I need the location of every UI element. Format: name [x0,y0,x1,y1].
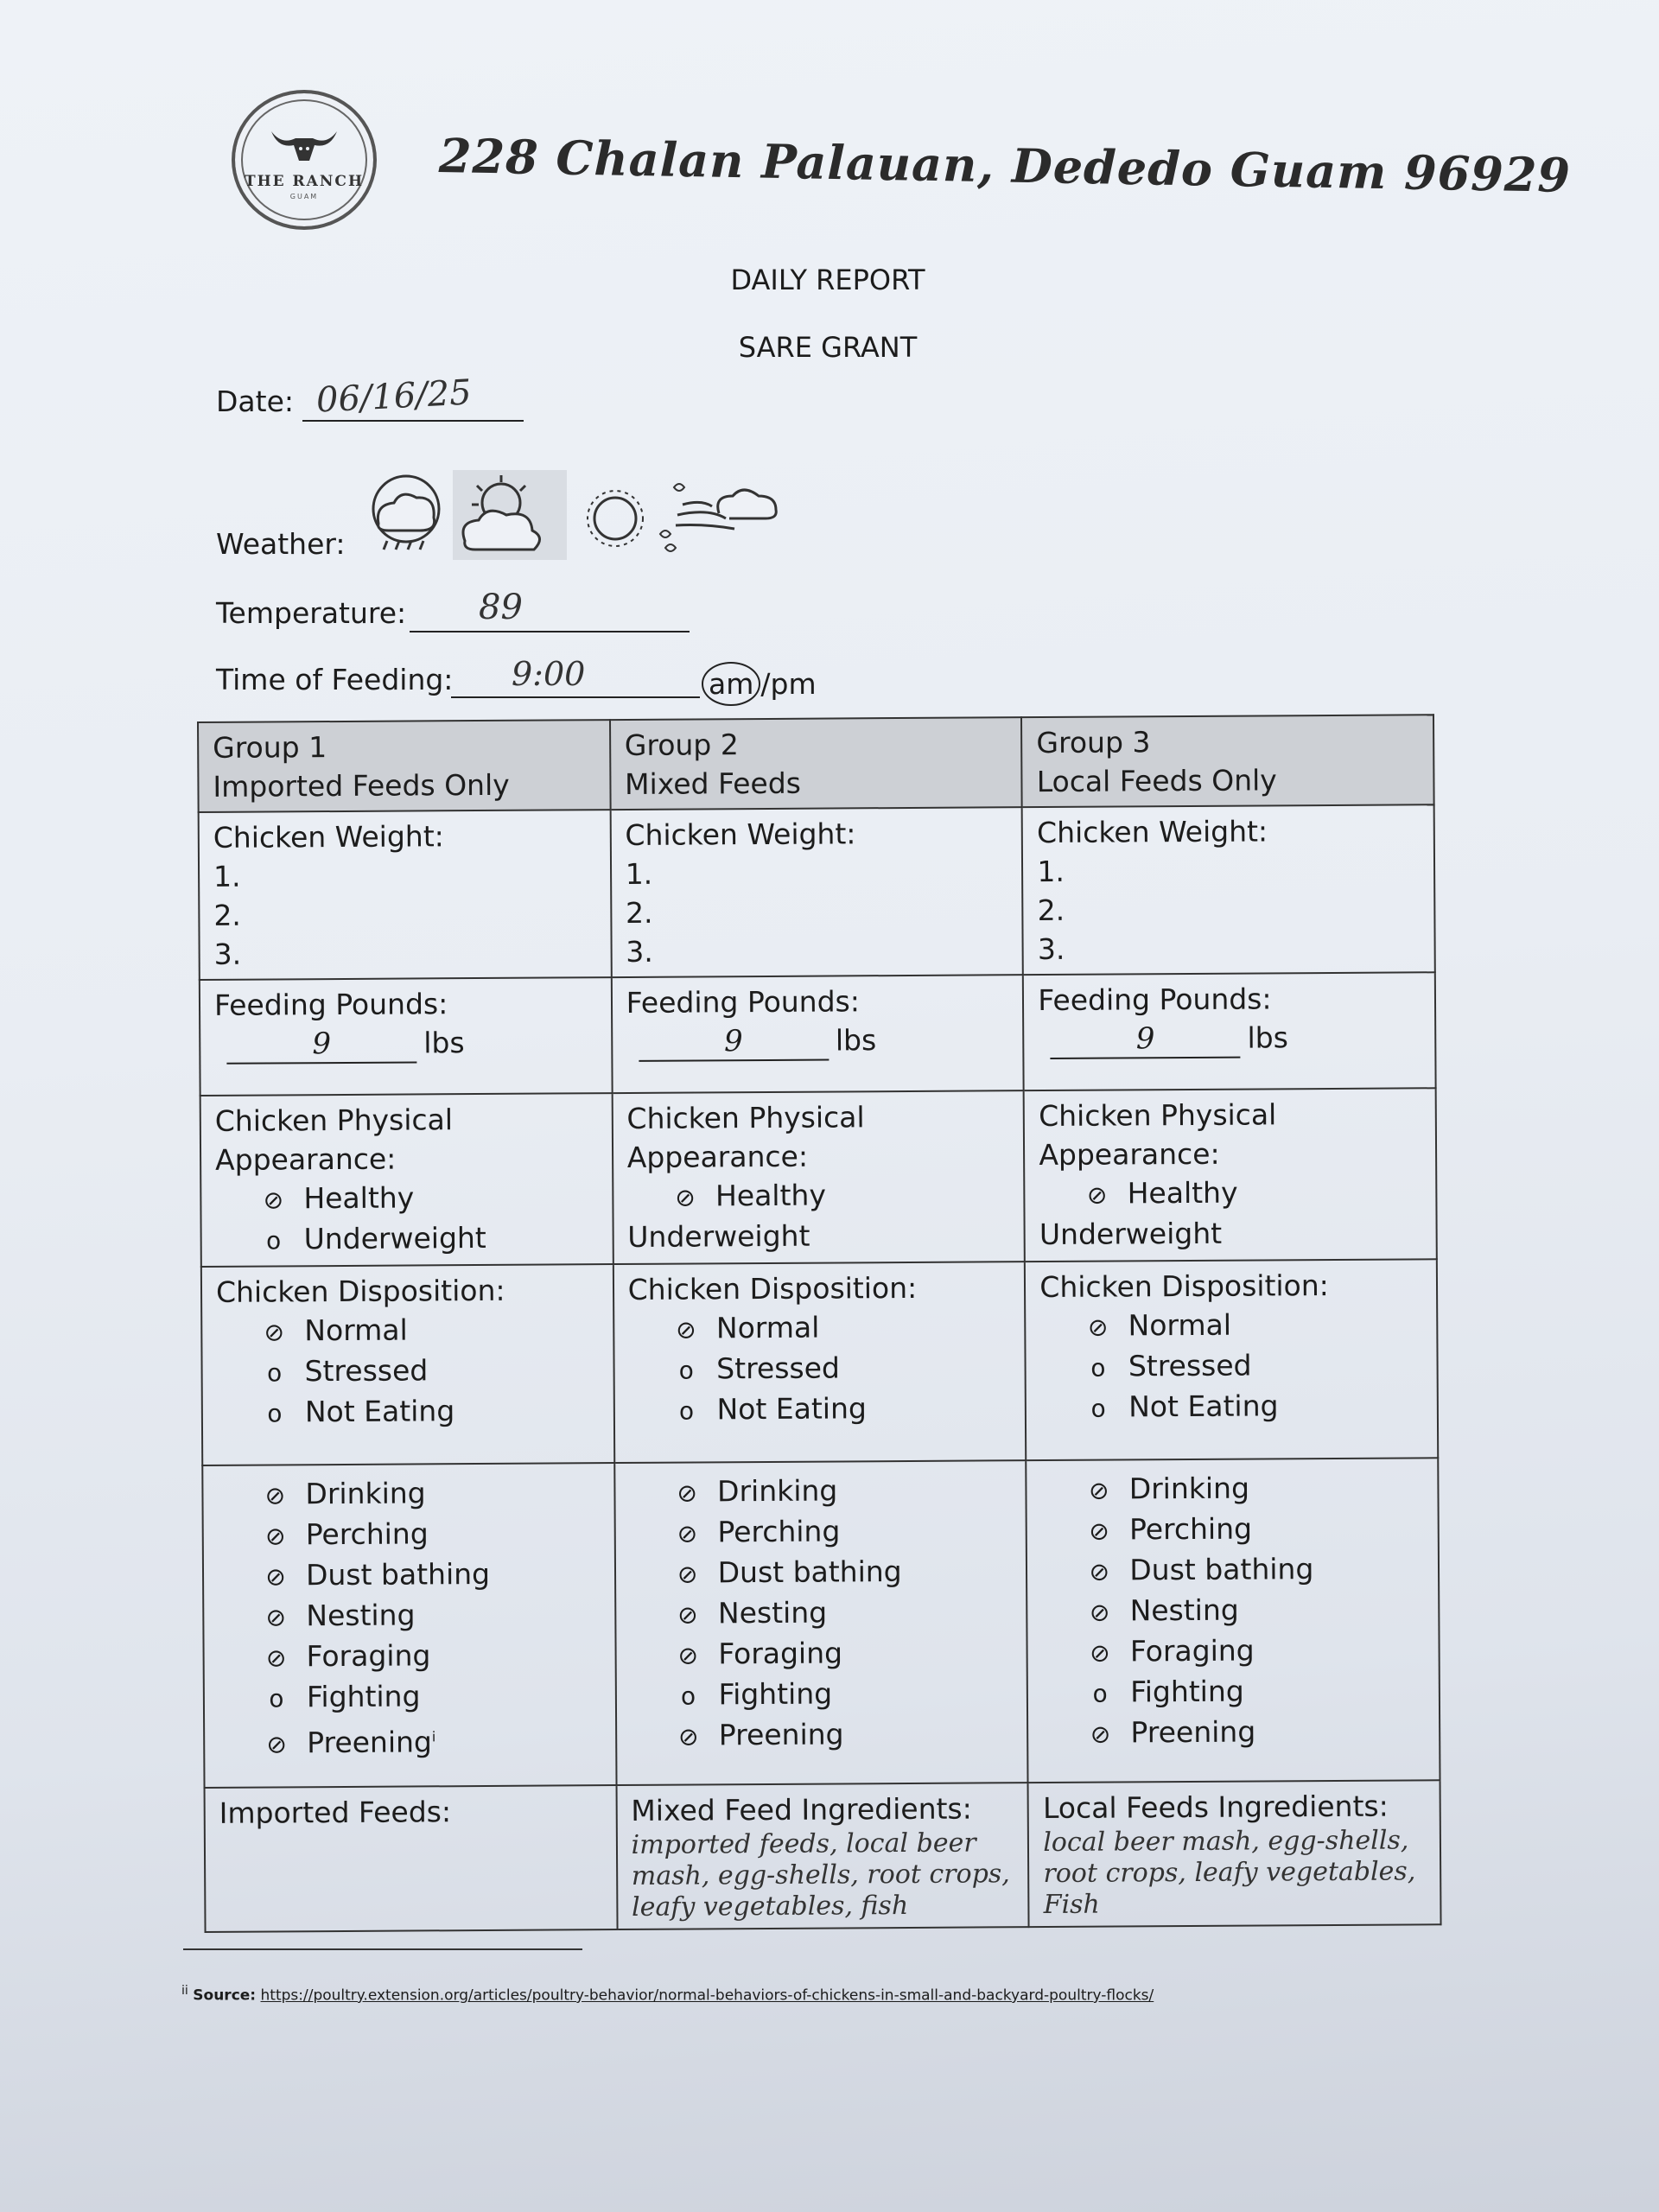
chicken-weight-row [199,804,1435,980]
disposition-label: Chicken Disposition: [627,1270,918,1306]
empty-circle-icon: o [1092,1679,1108,1708]
group-name: Group 2 [624,728,739,762]
footnote-marker: ii [181,1984,188,1998]
disposition-label: Chicken Disposition: [1039,1268,1329,1305]
behaviors-cell [202,1463,616,1788]
footnote-source [181,1984,1154,2005]
lbs-unit: lbs [1247,1020,1289,1055]
logo-text: THE RANCH [244,173,365,190]
group-name: Group 3 [1036,725,1151,760]
group-header-row [198,715,1434,812]
behavior-fighting: Fighting [306,1679,421,1714]
weight-1: 1. [625,856,653,891]
option-healthy: Healthy [303,1180,415,1216]
behavior-drinking: Drinking [1128,1471,1250,1506]
report-title: DAILY REPORT [730,264,925,296]
weather-label: Weather: [216,527,346,561]
ingredients-row [205,1780,1441,1932]
weight-label: Chicken Weight: [625,817,856,852]
checked-mark-icon: ⊘ [264,1318,285,1347]
feeding-pounds-cell [1023,972,1435,1090]
empty-circle-icon: o [1090,1394,1106,1423]
rain-cloud-icon [373,476,439,550]
temperature-line [410,631,690,632]
behaviors-cell [1027,1458,1440,1783]
behaviors-cell [614,1460,1028,1785]
behavior-nesting: Nesting [306,1598,416,1633]
weight-3: 3. [1037,931,1065,967]
group-subtitle: Mixed Feeds [624,766,802,801]
behavior-fighting: Fighting [1130,1674,1244,1709]
weight-3: 3. [626,934,653,969]
option-not-eating: Not Eating [304,1394,455,1429]
checked-mark-icon: ⊘ [1089,1516,1109,1546]
weight-2: 2. [1037,893,1065,928]
feeding-time-line [451,696,700,698]
physical-label: Chicken Physical [1039,1097,1277,1134]
option-not-eating: Not Eating [1128,1389,1279,1424]
physical-cell [612,1090,1025,1264]
empty-circle-icon: o [1090,1353,1106,1382]
group-2-header [610,717,1022,810]
disposition-cell [1025,1259,1438,1460]
behaviors-row [202,1458,1440,1788]
weight-1: 1. [1037,854,1065,889]
checked-mark-icon: ⊘ [677,1560,698,1589]
am-pm-selector [702,667,817,701]
disposition-cell [613,1262,1027,1463]
checked-mark-icon: ⊘ [676,1315,696,1344]
feeding-pounds-label: Feeding Pounds: [626,984,861,1020]
group-1-header [198,720,610,812]
checked-mark-icon: ⊘ [263,1185,284,1215]
ingredients-cell [1028,1780,1441,1927]
footnote-divider [183,1948,582,1950]
behavior-fighting: Fighting [718,1676,833,1712]
group-subtitle: Imported Feeds Only [213,767,510,804]
lbs-unit: lbs [835,1023,877,1058]
disposition-row [201,1259,1438,1465]
feeding-pounds-row [200,972,1436,1096]
feeding-pounds-label: Feeding Pounds: [213,987,448,1022]
empty-circle-icon: o [267,1399,283,1428]
physical-label: Chicken Physical [626,1100,865,1135]
ingredients-label: Imported Feeds: [219,1795,452,1830]
option-not-eating: Not Eating [716,1391,868,1427]
weight-label: Chicken Weight: [1036,814,1268,850]
empty-circle-icon: o [678,1356,694,1385]
empty-circle-icon: o [678,1396,695,1426]
group-subtitle: Local Feeds Only [1036,763,1277,799]
ranch-address: 228 Chalan Palauan, Dededo Guam 96929 [438,128,1572,203]
behavior-drinking: Drinking [305,1476,426,1511]
empty-circle-icon: o [265,1226,282,1255]
option-underweight: Underweight [1039,1216,1223,1252]
behavior-nesting: Nesting [1129,1592,1239,1628]
feeding-pounds-value: 9 [1050,1020,1240,1059]
checked-mark-icon: ⊘ [264,1481,286,1510]
behavior-dust-bathing: Dust bathing [1129,1552,1314,1587]
option-underweight: Underweight [627,1218,810,1254]
option-stressed: Stressed [304,1353,429,1389]
weight-2: 2. [213,898,241,932]
ranch-logo [232,90,377,230]
option-normal: Normal [715,1310,820,1345]
wind-icon [660,484,776,551]
bull-skull-icon [270,126,339,164]
checked-mark-icon: ⊘ [677,1519,698,1548]
feeding-pounds-value: 9 [639,1023,829,1062]
empty-circle-icon: o [266,1358,283,1388]
checked-mark-icon: ⊘ [677,1478,697,1508]
physical-label: Chicken Physical [214,1103,454,1138]
weather-icons [363,470,786,565]
behavior-nesting: Nesting [717,1595,828,1630]
physical-appearance-row [200,1088,1437,1267]
ingredients-cell [205,1785,618,1932]
weight-cell [1022,804,1435,975]
group-3-header [1021,715,1433,807]
option-stressed: Stressed [716,1351,841,1386]
behavior-perching: Perching [717,1514,841,1549]
behavior-foraging: Foraging [718,1636,843,1671]
behavior-preening: Preening [718,1717,844,1752]
behavior-preening: Preening [307,1725,433,1760]
disposition-label: Chicken Disposition: [215,1273,505,1309]
groups-table [197,714,1442,1933]
footnote-marker: i [431,1728,436,1745]
checked-mark-icon: ⊘ [1089,1557,1110,1586]
option-normal: Normal [304,1313,408,1348]
physical-cell [1024,1088,1437,1262]
option-healthy: Healthy [715,1178,827,1213]
checked-mark-icon: ⊘ [675,1183,696,1212]
checked-mark-icon: ⊘ [1090,1638,1110,1668]
report-subtitle: SARE GRANT [738,331,918,364]
behavior-dust-bathing: Dust bathing [305,1556,491,1592]
source-link[interactable]: https://poultry.extension.org/articles/poultry-behavior/normal-behaviors-of-chickens-in-small-and-backyard-poultry-flocks/ [260,1986,1154,2005]
checked-mark-icon: ⊘ [1089,1598,1110,1627]
behavior-foraging: Foraging [1129,1633,1255,1669]
checked-mark-icon: ⊘ [1088,1476,1109,1505]
checked-mark-icon: ⊘ [266,1730,288,1759]
feeding-pounds-cell [611,975,1023,1093]
checked-mark-icon: ⊘ [265,1643,287,1673]
weight-cell [610,807,1023,977]
empty-circle-icon: o [680,1681,696,1711]
partly-sunny-icon [453,470,567,560]
checked-mark-icon: ⊘ [265,1562,286,1592]
weight-label: Chicken Weight: [213,819,444,855]
checked-mark-icon: ⊘ [1087,1313,1109,1342]
ingredients-value: imported feeds, local beer mash, egg-shells, root crops, leafy vegetables, fish [631,1827,1010,1923]
option-healthy: Healthy [1127,1175,1238,1211]
date-label: Date: [216,385,294,418]
disposition-cell [201,1264,614,1465]
group-name: Group 1 [213,730,327,765]
checked-mark-icon: ⊘ [1086,1180,1108,1210]
behavior-dust-bathing: Dust bathing [717,1554,902,1590]
date-value: 06/16/25 [315,372,473,421]
checked-mark-icon: ⊘ [265,1603,287,1632]
temperature-value: 89 [479,588,523,627]
option-normal: Normal [1128,1307,1232,1343]
feeding-time-value: 9:00 [512,655,586,693]
weight-3: 3. [213,937,242,971]
empty-circle-icon: o [269,1684,284,1713]
physical-label-2: Appearance: [214,1141,397,1177]
checked-mark-icon: ⊘ [677,1600,698,1630]
weight-1: 1. [213,859,241,893]
feeding-pounds-label: Feeding Pounds: [1038,982,1272,1018]
checked-mark-icon: ⊘ [678,1722,699,1751]
logo-subtext: GUAM [289,193,319,200]
ingredients-cell [616,1783,1029,1929]
behavior-perching: Perching [305,1516,429,1552]
option-stressed: Stressed [1128,1348,1252,1383]
physical-label-2: Appearance: [1039,1136,1220,1173]
feeding-time-label: Time of Feeding: [216,663,454,696]
physical-label-2: Appearance: [626,1139,809,1174]
weight-cell [199,810,612,980]
weight-2: 2. [625,895,653,930]
lbs-unit: lbs [423,1026,465,1060]
behavior-foraging: Foraging [306,1638,431,1674]
checked-mark-icon: ⊘ [1090,1719,1111,1749]
behavior-preening: Preening [1130,1714,1256,1750]
source-label: Source: [193,1986,257,2005]
option-underweight: Underweight [303,1220,486,1256]
behavior-perching: Perching [1128,1511,1253,1547]
date-line [302,420,524,422]
am-option-circled: am [702,662,760,706]
physical-cell [200,1093,613,1267]
checked-mark-icon: ⊘ [677,1641,699,1670]
feeding-pounds-value: 9 [226,1025,416,1064]
checked-mark-icon: ⊘ [264,1522,286,1551]
pm-option: /pm [760,667,817,701]
temperature-label: Temperature: [216,596,407,630]
feeding-pounds-cell [200,977,612,1096]
sun-icon [588,491,643,546]
ingredients-label: Mixed Feed Ingredients: [631,1791,972,1827]
ingredients-label: Local Feeds Ingredients: [1042,1789,1389,1826]
behavior-drinking: Drinking [716,1473,838,1509]
ingredients-value: local beer mash, egg-shells, root crops, leafy vegetables, Fish [1043,1825,1416,1921]
